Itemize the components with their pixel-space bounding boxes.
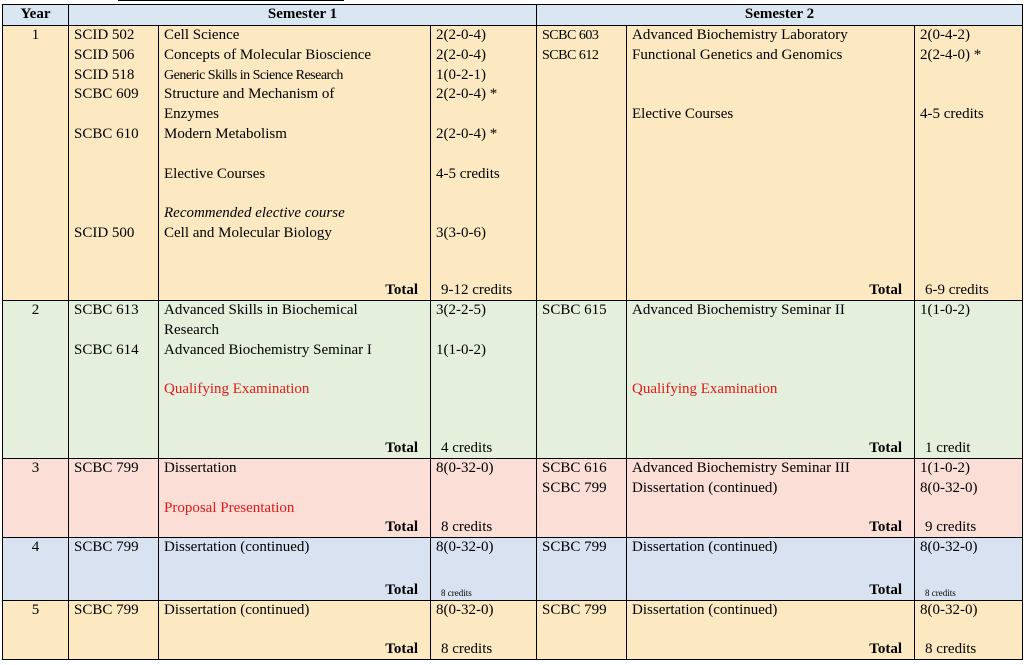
course-code: SCBC 616 (542, 460, 607, 476)
total-value: 4 credits (441, 440, 493, 456)
course-title (632, 321, 909, 341)
course-credits: 8(0-32-0) (436, 460, 494, 476)
course-code: SCBC 799 (74, 602, 139, 618)
sem2-credits (915, 459, 1023, 538)
course-credits: 8(0-32-0) (436, 539, 494, 555)
course-credits: 4-5 credits (920, 106, 984, 123)
sem1-codes (69, 459, 159, 538)
header-row (3, 5, 1023, 26)
course-credits: 2(2-0-4) (436, 27, 486, 43)
course-credits: 3(3-0-6) (436, 224, 486, 241)
course-code: SCBC 615 (542, 302, 607, 318)
course-title: Structure and Mechanism of (164, 86, 335, 103)
course-code: SCBC 799 (74, 460, 139, 476)
course-credits: 8(0-32-0) (920, 539, 978, 555)
sem1-codes (69, 601, 159, 660)
course-credits: 8(0-32-0) (920, 479, 978, 496)
total-value: 9 credits (925, 519, 977, 535)
course-title: Dissertation (continued) (632, 479, 778, 496)
total-label: Total (869, 641, 903, 657)
sem1-credits (431, 26, 537, 301)
year-cell: 3 (3, 459, 69, 538)
course-code: SCBC 614 (74, 341, 139, 358)
year-cell: 5 (3, 601, 69, 660)
year-1-row (3, 26, 1023, 301)
year-header: Year (3, 5, 69, 26)
sem2-credits (915, 601, 1023, 660)
course-code (74, 105, 153, 125)
course-title (164, 360, 425, 380)
total-value: 8 credits (925, 641, 977, 657)
total-label: Total (869, 282, 903, 298)
semester-1-header: Semester 1 (69, 5, 537, 26)
course-code: SCBC 613 (74, 302, 139, 318)
elective-courses-label: Elective Courses (632, 106, 734, 123)
year-3-row (3, 459, 1023, 538)
course-code: SCBC 609 (74, 86, 139, 103)
sem2-codes (537, 301, 627, 459)
course-code: SCID 502 (74, 27, 135, 43)
total-label: Total (869, 440, 903, 456)
course-title (164, 145, 425, 165)
total-label: Total (869, 582, 903, 598)
year-cell: 2 (3, 301, 69, 459)
course-title: Generic Skills in Science Research (164, 67, 343, 83)
year-cell: 1 (3, 26, 69, 301)
course-credits: 1(1-0-2) (920, 302, 970, 318)
course-credits: 2(2-0-4) * (436, 125, 498, 142)
course-credits: 2(2-0-4) * (436, 86, 498, 103)
course-code: SCBC 799 (542, 602, 607, 618)
course-credits (436, 145, 531, 165)
course-title (632, 66, 909, 86)
course-title: Cell Science (164, 27, 240, 43)
sem2-credits (915, 538, 1023, 601)
elective-courses-label: Elective Courses (164, 165, 266, 182)
course-title (164, 184, 425, 204)
course-title: Cell and Molecular Biology (164, 224, 332, 241)
top-rule (118, 0, 344, 1)
sem2-codes (537, 538, 627, 601)
year-2-row (3, 301, 1023, 459)
total-value: 9-12 credits (441, 282, 513, 298)
course-credits (436, 184, 531, 204)
total-label: Total (869, 519, 903, 535)
course-code: SCBC 799 (74, 539, 139, 555)
course-code (74, 145, 153, 165)
sem1-titles (159, 26, 431, 301)
sem1-titles (159, 459, 431, 538)
course-title: Dissertation (continued) (632, 602, 778, 618)
course-title: Research (164, 321, 219, 338)
year-cell: 4 (3, 538, 69, 601)
total-value: 8 credits (441, 641, 493, 657)
total-label: Total (385, 582, 418, 598)
total-label: Total (385, 282, 418, 298)
sem1-titles (159, 601, 431, 660)
course-code (74, 321, 153, 341)
course-credits: 3(2-2-5) (436, 302, 486, 318)
sem1-credits (431, 301, 537, 459)
course-credits (436, 321, 531, 341)
sem2-codes (537, 601, 627, 660)
course-credits: 8(0-32-0) (436, 602, 494, 618)
course-credits: 1(1-0-2) (436, 341, 486, 358)
sem2-credits (915, 301, 1023, 459)
sem2-titles (627, 538, 915, 601)
total-label: Total (385, 519, 418, 535)
sem1-codes (69, 301, 159, 459)
course-code (74, 184, 153, 204)
total-value: 8 credits (441, 519, 493, 535)
course-credits (920, 85, 1017, 105)
year-4-row (3, 538, 1023, 601)
total-value: 1 credit (925, 440, 971, 456)
sem2-titles (627, 26, 915, 301)
course-credits: 1(0-2-1) (436, 66, 486, 83)
course-title: Enzymes (164, 106, 219, 123)
course-credits: 1(1-0-2) (920, 460, 970, 476)
sem2-codes (537, 459, 627, 538)
course-code (74, 165, 153, 185)
total-value: 8 credits (925, 588, 956, 598)
course-code: SCBC 799 (542, 539, 607, 555)
course-code: SCID 506 (74, 46, 135, 63)
course-title: Advanced Biochemistry Seminar III (632, 460, 850, 476)
course-code: SCBC 603 (542, 28, 599, 43)
sem1-titles (159, 538, 431, 601)
sem2-titles (627, 301, 915, 459)
course-title (632, 360, 909, 380)
sem2-credits (915, 26, 1023, 301)
course-title: Dissertation (164, 460, 237, 476)
course-title: Advanced Biochemistry Laboratory (632, 27, 848, 43)
sem1-codes (69, 538, 159, 601)
year-5-row (3, 601, 1023, 660)
course-title: Advanced Biochemistry Seminar I (164, 341, 372, 358)
course-credits: 8(0-32-0) (920, 602, 978, 618)
proposal-presentation-label: Proposal Presentation (164, 499, 295, 516)
course-title: Functional Genetics and Genomics (632, 46, 843, 63)
qualifying-examination-label: Qualifying Examination (632, 381, 778, 398)
course-credits: 2(0-4-2) (920, 27, 970, 43)
course-title: Dissertation (continued) (632, 539, 778, 555)
course-title: Dissertation (continued) (164, 602, 310, 618)
total-value: 8 credits (441, 588, 472, 598)
course-title (632, 85, 909, 105)
course-title (164, 479, 425, 499)
sem1-credits (431, 601, 537, 660)
course-credits: 2(2-0-4) (436, 46, 486, 63)
recommended-elective-label: Recommended elective course (164, 205, 345, 222)
qualifying-examination-label: Qualifying Examination (164, 381, 310, 398)
course-title: Dissertation (continued) (164, 539, 310, 555)
sem2-codes (537, 26, 627, 301)
course-credits (920, 66, 1017, 86)
sem1-credits (431, 538, 537, 601)
sem1-codes (69, 26, 159, 301)
sem1-titles (159, 301, 431, 459)
sem1-credits (431, 459, 537, 538)
course-code: SCBC 612 (542, 47, 599, 63)
course-title: Advanced Biochemistry Seminar II (632, 302, 845, 318)
total-label: Total (385, 440, 418, 456)
course-title: Advanced Skills in Biochemical (164, 302, 358, 318)
course-code (74, 204, 153, 224)
course-code: SCID 500 (74, 224, 135, 241)
course-credits: 2(2-4-0) * (920, 46, 982, 63)
course-code: SCID 518 (74, 66, 135, 83)
total-label: Total (385, 641, 418, 657)
course-title (632, 341, 909, 361)
course-title: Concepts of Molecular Bioscience (164, 46, 372, 63)
course-code: SCBC 610 (74, 125, 139, 142)
sem2-titles (627, 459, 915, 538)
total-value: 6-9 credits (925, 282, 989, 298)
course-title: Modern Metabolism (164, 125, 287, 142)
course-code: SCBC 799 (542, 479, 607, 496)
course-credits (436, 105, 531, 125)
study-plan-table (2, 4, 1023, 660)
course-credits (436, 204, 531, 224)
course-credits: 4-5 credits (436, 165, 500, 182)
semester-2-header: Semester 2 (537, 5, 1023, 26)
sem2-titles (627, 601, 915, 660)
